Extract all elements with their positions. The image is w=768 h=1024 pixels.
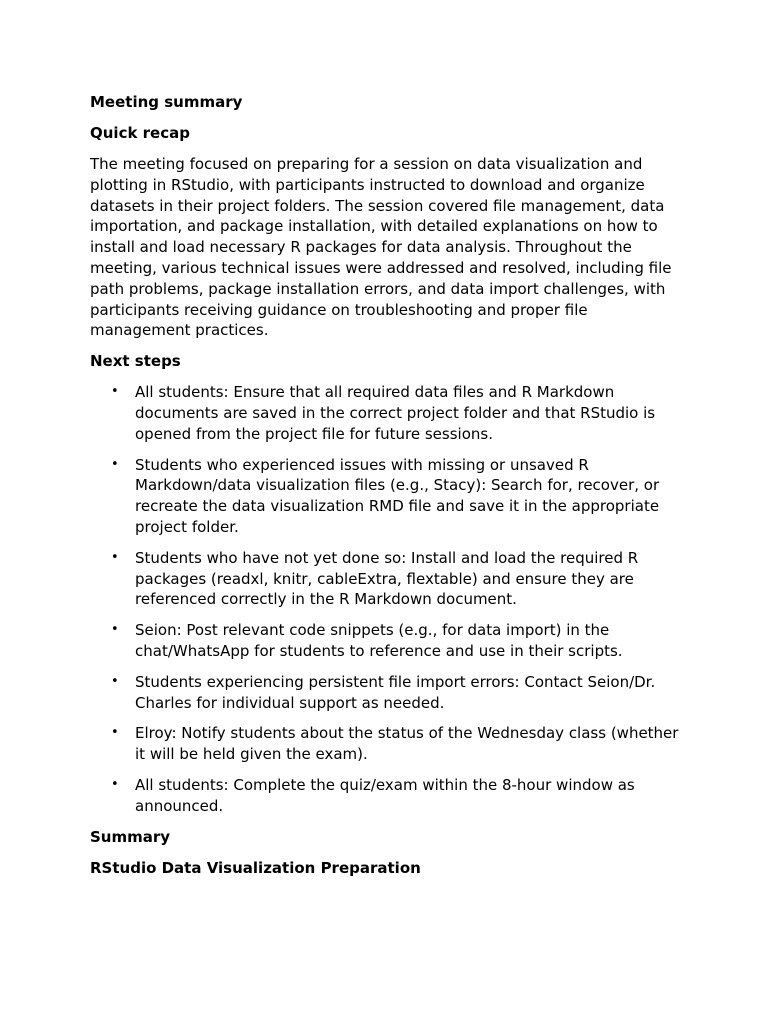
next-steps-list bbox=[90, 382, 680, 816]
list-item bbox=[90, 775, 680, 817]
bullet-icon: • bbox=[111, 456, 119, 472]
bullet-icon: • bbox=[111, 384, 119, 400]
summary-heading: Summary bbox=[90, 827, 171, 846]
list-item bbox=[90, 455, 680, 538]
bullet-icon: • bbox=[111, 776, 119, 792]
bullet-icon: • bbox=[111, 673, 119, 689]
quick-recap-paragraph: The meeting focused on preparing for a session on data visualization and plotting in RStudio, with participants instructed to download and organize datasets in their project folders. The session covered file management, data importation, and package installation, with detailed explanations on how to install and load necessary R packages for data analysis. Throughout the meeting, various technical issues were addressed and resolved, including file path problems, package installation errors, and data import challenges, with participants receiving guidance on troubleshooting and proper file management practices. bbox=[90, 155, 672, 340]
document-title: Meeting summary bbox=[90, 93, 243, 111]
list-item-text: All students: Ensure that all required data files and R Markdown documents are saved in the correct project folder and that RStudio is opened from the project file for future sessions. bbox=[135, 383, 656, 443]
list-item bbox=[90, 672, 680, 714]
list-item-text: All students: Complete the quiz/exam within the 8-hour window as announced. bbox=[135, 775, 635, 815]
bullet-icon: • bbox=[111, 725, 119, 741]
list-item bbox=[90, 620, 680, 662]
section-heading: RStudio Data Visualization Preparation bbox=[90, 858, 421, 877]
list-item-text: Students who have not yet done so: Install and load the required R packages (readxl, knitr, cableExtra, flextable) and ensure they are referenced correctly in the R Markdown document. bbox=[135, 548, 639, 609]
bullet-icon: • bbox=[111, 622, 119, 638]
list-item-text: Elroy: Notify students about the status of the Wednesday class (whether it will be held given the exam). bbox=[135, 724, 679, 764]
list-item bbox=[90, 723, 680, 765]
list-item-text: Seion: Post relevant code snippets (e.g., for data import) in the chat/WhatsApp for students to reference and use in their scripts. bbox=[135, 621, 623, 660]
list-item bbox=[90, 382, 680, 444]
list-item-text: Students experiencing persistent file import errors: Contact Seion/Dr. Charles for individual support as needed. bbox=[135, 672, 656, 712]
bullet-icon: • bbox=[111, 549, 119, 565]
quick-recap-heading: Quick recap bbox=[90, 124, 190, 142]
document-page bbox=[90, 92, 680, 889]
list-item-text: Students who experienced issues with missing or unsaved R Markdown/data visualization files (e.g., Stacy): Search for, recover, or recreate the data visualization RMD file and save it in the appropriate project folder. bbox=[135, 455, 660, 536]
list-item bbox=[90, 548, 680, 610]
next-steps-heading: Next steps bbox=[90, 352, 181, 371]
